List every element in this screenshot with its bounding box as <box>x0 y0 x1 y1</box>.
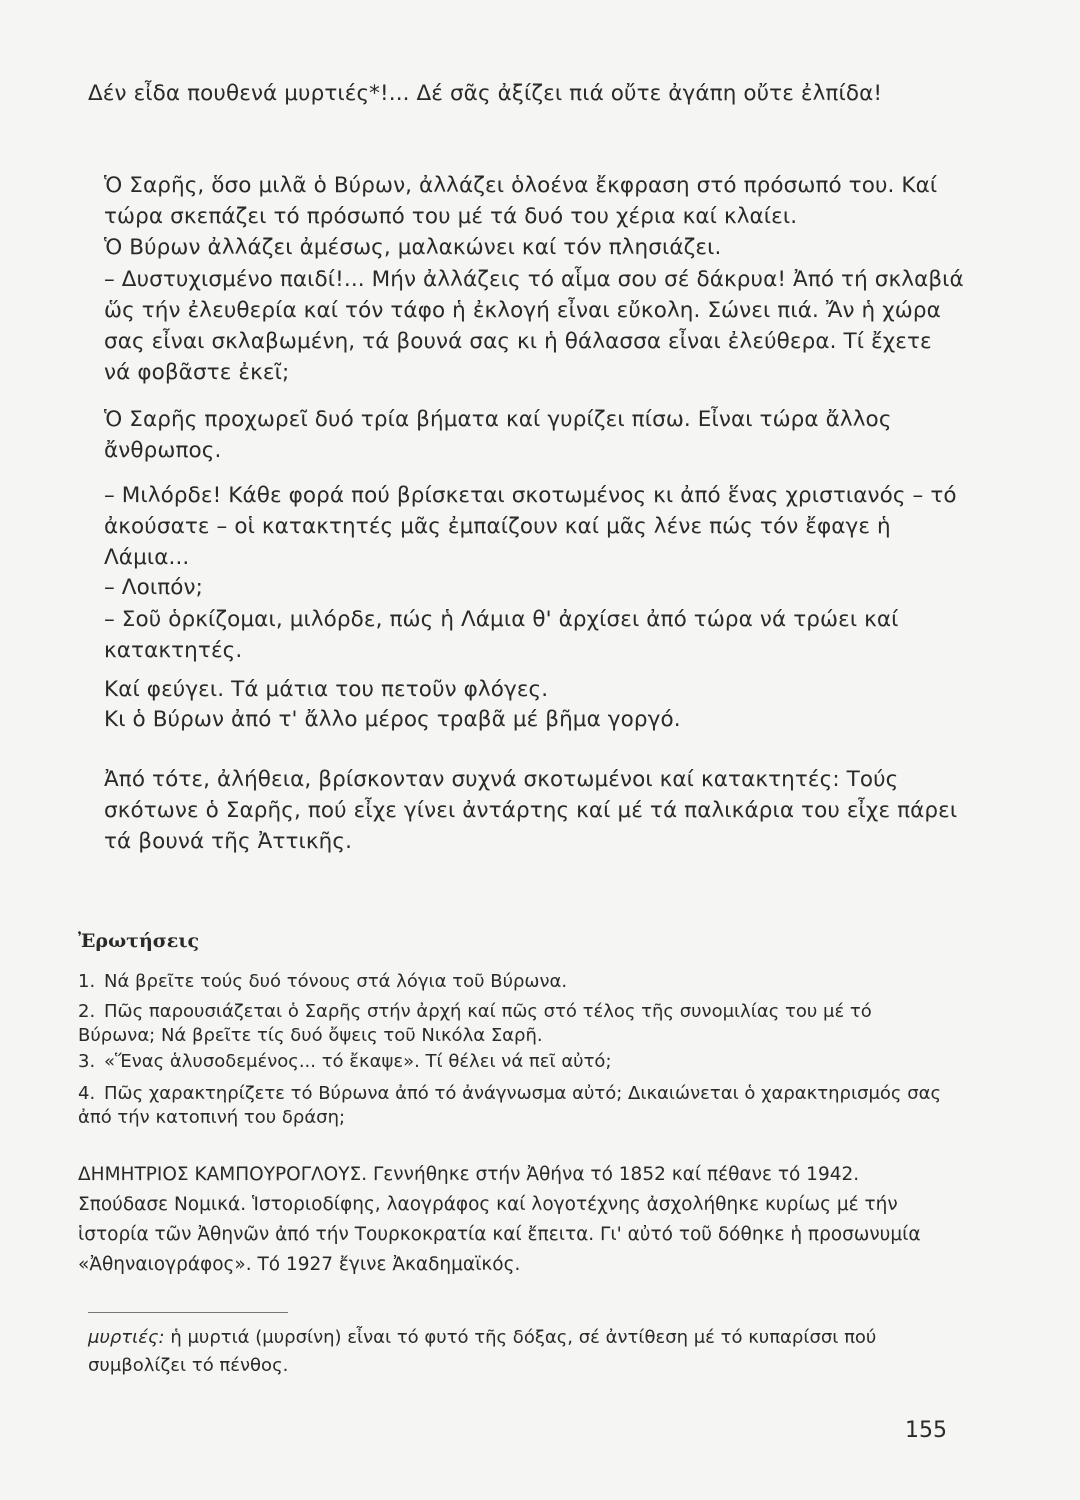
paragraph-7: – Λοιπόν; <box>104 575 203 600</box>
footnote <box>88 1324 948 1380</box>
question-text: Νά βρεῖτε τούς δυό τόνους στά λόγια τοῦ Βύρωνα. <box>104 971 568 992</box>
paragraph-5: Ὁ Σαρῆς προχωρεῖ δυό τρία βήματα καί γυρίζει πίσω. Εἶναι τώρα ἄλλος ἄνθρωπος. <box>104 407 899 463</box>
question-item <box>78 1050 948 1074</box>
footnote-term: μυρτιές: <box>88 1327 165 1348</box>
paragraph-6: – Μιλόρδε! Κάθε φορά πού βρίσκεται σκοτωμένος κι ἀπό ἕνας χριστιανός – τό ἀκούσατε – οἱ κατακτητές μᾶς ἐμπαίζουν καί μᾶς λένε πώς τόν ἔφαγε ἡ Λάμια... <box>104 483 964 570</box>
question-text: Πῶς παρουσιάζεται ὁ Σαρῆς στήν ἀρχή καί πῶς στό τέλος τῆς συνομιλίας του μέ τό Βύρωνα; Νά βρεῖτε τίς δυό ὄψεις τοῦ Νικόλα Σαρῆ. <box>78 1001 872 1046</box>
paragraph-9: Καί φεύγει. Τά μάτια του πετοῦν φλόγες. <box>104 677 549 702</box>
paragraph-8: – Σοῦ ὁρκίζομαι, μιλόρδε, πώς ἡ Λάμια θ' ἀρχίσει ἀπό τώρα νά τρώει καί κατακτητές. <box>104 607 906 663</box>
question-item <box>78 1000 948 1048</box>
footnote-divider <box>88 1312 288 1313</box>
paragraph-4: – Δυστυχισμένο παιδί!... Μήν ἀλλάζεις τό αἷμα σου σέ δάκρυα! Ἀπό τή σκλαβιά ὥς τήν ἐλευθερία καί τόν τάφο ἡ ἐκλογή εἶναι εὔκολη. Σώνει πιά. Ἄν ἡ χώρα σας εἶναι σκλαβωμένη, τά βουνά σας κι ἡ θάλασσα εἶναι ἐλεύθερα. Τί ἔχετε νά φοβᾶστε ἐκεῖ; <box>104 267 971 385</box>
page-number: 155 <box>905 1418 947 1443</box>
question-text: «Ἕνας ἁλυσοδεμένος... τό ἔκαψε». Τί θέλει νά πεῖ αὐτό; <box>104 1051 612 1072</box>
question-number: 1. <box>78 971 96 992</box>
paragraph-11: Ἀπό τότε, ἀλήθεια, βρίσκονταν συχνά σκοτωμένοι καί κατακτητές: Τούς σκότωνε ὁ Σαρῆς, πού εἶχε γίνει ἀντάρτης καί μέ τά παλικάρια του εἶχε πάρει τά βουνά τῆς Ἀττικῆς. <box>104 767 965 854</box>
question-number: 3. <box>78 1051 96 1072</box>
paragraph-1: Δέν εἶδα πουθενά μυρτιές*!... Δέ σᾶς ἀξίζει πιά οὔτε ἀγάπη οὔτε ἐλπίδα! <box>88 81 883 106</box>
question-item <box>78 970 948 994</box>
paragraph-2: Ὁ Σαρῆς, ὅσο μιλᾶ ὁ Βύρων, ἀλλάζει ὁλοένα ἔκφραση στό πρόσωπό του. Καί τώρα σκεπάζει τό πρόσωπό του μέ τά δυό του χέρια καί κλαίει. <box>104 173 945 229</box>
footnote-text: ἡ μυρτιά (μυρσίνη) εἶναι τό φυτό τῆς δόξας, σέ ἀντίθεση μέ τό κυπαρίσσι πού συμβολίζει τό πένθος. <box>88 1327 877 1376</box>
question-text: Πῶς χαρακτηρίζετε τό Βύρωνα ἀπό τό ἀνάγνωσμα αὐτό; Δικαιώνεται ὁ χαρακτηρισμός σας ἀπό τήν κατοπινή του δράση; <box>78 1083 942 1128</box>
question-number: 2. <box>78 1001 96 1022</box>
question-item <box>78 1082 948 1130</box>
author-bio: ΔΗΜΗΤΡΙΟΣ ΚΑΜΠΟΥΡΟΓΛΟΥΣ. Γεννήθηκε στήν Ἀθήνα τό 1852 καί πέθανε τό 1942. Σπούδασε Νομικά. Ἱστοριοδίφης, λαογράφος καί λογοτέχνης ἀσχολήθηκε κυρίως μέ τήν ἱστορία τῶν Ἀθηνῶν ἀπό τήν Τουρκοκρατία καί ἔπειτα. Γι' αὐτό τοῦ δόθηκε ἡ προσωνυμία «Ἀθηναιογράφος». Τό 1927 ἔγινε Ἀκαδημαϊκός. <box>78 1164 921 1275</box>
questions-heading: Ἐρωτήσεις <box>78 930 200 952</box>
question-number: 4. <box>78 1083 96 1104</box>
paragraph-10: Κι ὁ Βύρων ἀπό τ' ἄλλο μέρος τραβᾶ μέ βῆμα γοργό. <box>104 707 681 732</box>
paragraph-3: Ὁ Βύρων ἀλλάζει ἀμέσως, μαλακώνει καί τόν πλησιάζει. <box>104 235 722 260</box>
